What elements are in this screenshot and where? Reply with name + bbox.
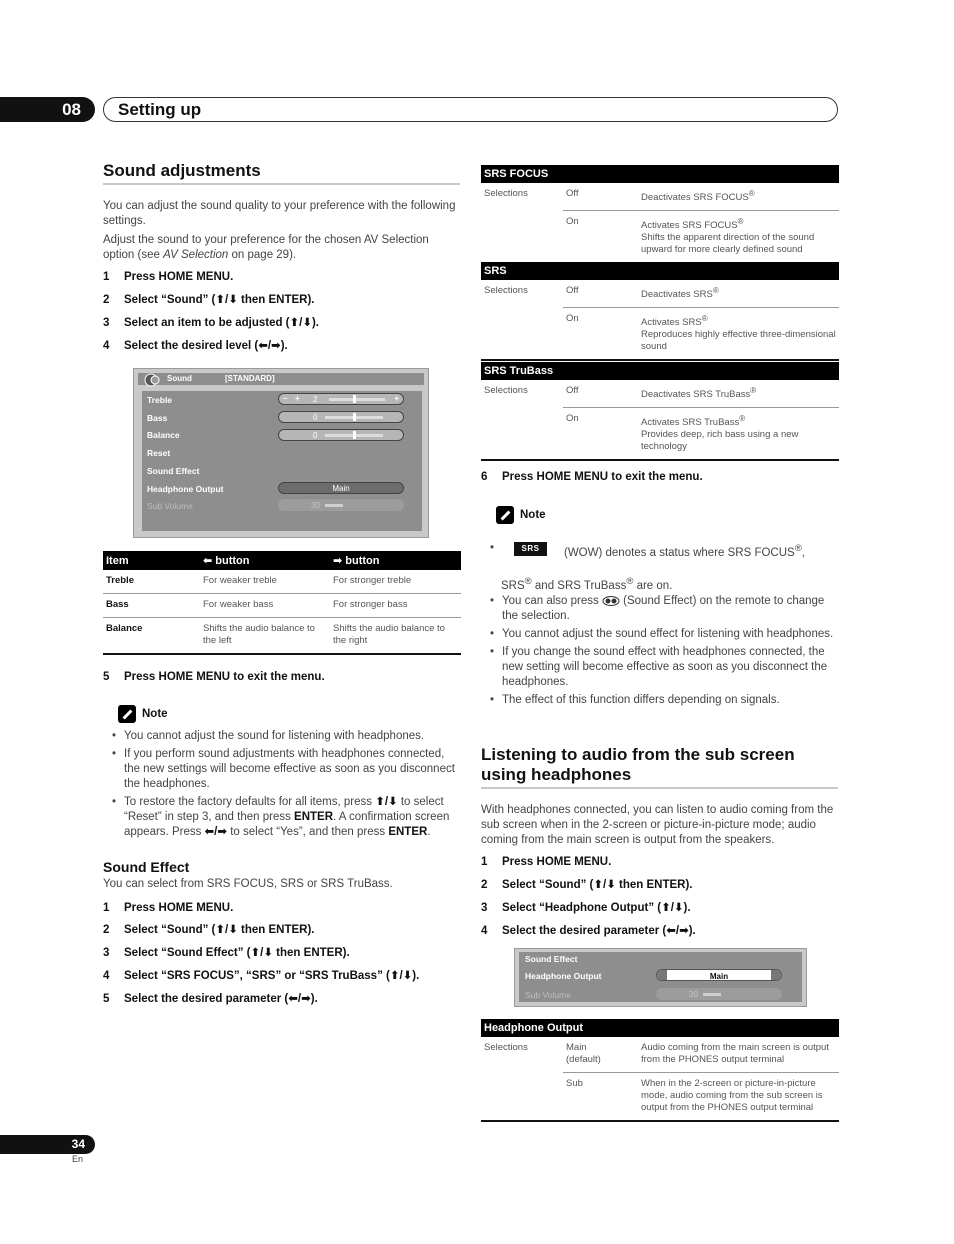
table-row: Selections Off Deactivates SRS FOCUS® bbox=[481, 183, 839, 211]
table-row: Bass For weaker bass For stronger bass bbox=[103, 594, 461, 618]
sound-icon bbox=[144, 372, 164, 388]
hp-step-2: 2 Select “Sound” (⬆/⬇ then ENTER). bbox=[481, 879, 693, 891]
note-item: • You can also press (Sound Effect) on the remote to change the selection. bbox=[488, 594, 840, 624]
menu-item-treble[interactable]: Treble bbox=[147, 395, 173, 405]
headphone-output-value[interactable]: Main bbox=[278, 482, 404, 494]
note-icon bbox=[496, 506, 514, 524]
note-item: • You cannot adjust the sound effect for listening with headphones. bbox=[488, 627, 840, 642]
section-title-headphones: Listening to audio from the sub screen using headphones bbox=[481, 745, 795, 784]
se-step-4: 4 Select “SRS FOCUS”, “SRS” or “SRS TruBass” (⬆/⬇). bbox=[103, 970, 420, 982]
note-list bbox=[110, 729, 462, 843]
menu-item-bass[interactable]: Bass bbox=[147, 413, 168, 423]
srs-focus-table bbox=[481, 165, 839, 264]
table-header-item: Item bbox=[103, 551, 200, 570]
sound-menu-screen bbox=[133, 368, 429, 538]
chapter-number-tab: 08 bbox=[0, 97, 95, 122]
headphone-menu-screen bbox=[514, 948, 807, 1007]
note-item: • To restore the factory defaults for all items, press ⬆/⬇ to select “Reset” in step 3, and then press ENTER. A confirmation screen appears. Press ⬅/➡ to select “Yes”, and then press ENTER. bbox=[110, 795, 462, 840]
section-title-sound-adjustments: Sound adjustments bbox=[103, 161, 261, 180]
step-5: 5 Press HOME MENU to exit the menu. bbox=[103, 671, 325, 683]
treble-knob bbox=[353, 395, 356, 403]
menu-item-balance[interactable]: Balance bbox=[147, 430, 180, 440]
se-step-1: 1 Press HOME MENU. bbox=[103, 902, 234, 914]
table-header-left-button: ⬅ button bbox=[200, 551, 330, 570]
sound-effect-intro: You can select from SRS FOCUS, SRS or SRS TruBass. bbox=[103, 878, 393, 890]
section-rule bbox=[481, 787, 838, 789]
headphone-output-table bbox=[481, 1019, 839, 1122]
arrow-right-icon[interactable] bbox=[771, 970, 781, 980]
sound-effect-button-icon bbox=[602, 596, 620, 606]
note-item: • If you change the sound effect with headphones connected, the new setting will become effective as soon as you disconnect the headphones. bbox=[488, 645, 840, 690]
note-item: • If you perform sound adjustments with headphones connected, the new settings will become effective as soon as you disconnect the headphones. bbox=[110, 747, 462, 792]
srs-title: SRS bbox=[481, 262, 839, 280]
table-row: On Activates SRS TruBass® Provides deep, rich bass using a new technology bbox=[481, 408, 839, 461]
sub-volume-slider: 30 bbox=[656, 988, 782, 1000]
language-code: En bbox=[72, 1154, 84, 1164]
menu-item-sub-volume: Sub Volume bbox=[525, 990, 571, 1000]
srs-wow-logo-icon: SRS bbox=[514, 542, 547, 556]
intro-paragraph: You can adjust the sound quality to your preference with the following settings. bbox=[103, 200, 456, 227]
srs-trubass-table bbox=[481, 362, 839, 461]
step-1: 1 Press HOME MENU. bbox=[103, 271, 234, 283]
menu-item-sound-effect[interactable]: Sound Effect bbox=[147, 466, 200, 476]
menu-item-sound-effect[interactable]: Sound Effect bbox=[525, 954, 578, 964]
table-row: Selections Off Deactivates SRS TruBass® bbox=[481, 380, 839, 408]
table-row: Selections Off Deactivates SRS® bbox=[481, 280, 839, 308]
hp-step-4: 4 Select the desired parameter (⬅/➡). bbox=[481, 925, 696, 937]
table-row: Balance Shifts the audio balance to the left Shifts the audio balance to the right bbox=[103, 618, 461, 655]
section-rule bbox=[103, 183, 460, 185]
step-4: 4 Select the desired level (⬅/➡). bbox=[103, 340, 288, 352]
note-item: • The effect of this function differs depending on signals. bbox=[488, 693, 840, 708]
note-list-right bbox=[488, 594, 840, 711]
table-row: Treble For weaker treble For stronger treble bbox=[103, 570, 461, 594]
page-number: 34 bbox=[0, 1135, 95, 1154]
se-step-5: 5 Select the desired parameter (⬅/➡). bbox=[103, 993, 318, 1005]
hp-step-1: 1 Press HOME MENU. bbox=[481, 856, 612, 868]
table-row: Selections Main (default) Audio coming from the main screen is output from the PHONES output terminal bbox=[481, 1037, 839, 1073]
intro-paragraph-2: Adjust the sound to your preference for the chosen AV Selection option (see AV Selection on page 29). bbox=[103, 234, 429, 261]
srs-table bbox=[481, 262, 839, 361]
treble-slider[interactable]: – + 2 + bbox=[278, 393, 404, 405]
subsection-title-sound-effect: Sound Effect bbox=[103, 859, 190, 875]
srs-focus-title: SRS FOCUS bbox=[481, 165, 839, 183]
bass-knob bbox=[353, 413, 356, 421]
chapter-title: Setting up bbox=[118, 100, 202, 119]
sound-menu-header: Sound [STANDARD] bbox=[138, 373, 424, 385]
menu-item-headphone-output[interactable]: Headphone Output bbox=[525, 971, 602, 981]
sub-volume-slider: 30 bbox=[278, 499, 404, 511]
menu-item-sub-volume: Sub Volume bbox=[147, 501, 193, 511]
srs-trubass-title: SRS TruBass bbox=[481, 362, 839, 380]
note-heading: Note bbox=[118, 705, 168, 723]
se-step-2: 2 Select “Sound” (⬆/⬇ then ENTER). bbox=[103, 924, 315, 936]
note-item: • You cannot adjust the sound for listening with headphones. bbox=[110, 729, 462, 744]
menu-item-headphone-output[interactable]: Headphone Output bbox=[147, 484, 224, 494]
headphone-output-title: Headphone Output bbox=[481, 1019, 839, 1037]
bass-slider[interactable]: 0 bbox=[278, 411, 404, 423]
menu-item-reset[interactable]: Reset bbox=[147, 448, 171, 458]
note-heading-right: Note bbox=[496, 506, 546, 524]
table-row: On Activates SRS FOCUS® Shifts the apparent direction of the sound upward for more clearly defined sound bbox=[481, 211, 839, 264]
table-row: On Activates SRS® Reproduces highly effective three-dimensional sound bbox=[481, 308, 839, 361]
step-6: 6 Press HOME MENU to exit the menu. bbox=[481, 471, 703, 483]
hp-step-3: 3 Select “Headphone Output” (⬆/⬇). bbox=[481, 902, 691, 914]
balance-knob bbox=[353, 431, 356, 439]
headphone-output-selector[interactable]: Main bbox=[656, 969, 782, 981]
table-header-right-button: ➡ button bbox=[330, 551, 461, 570]
chapter-title-bar bbox=[103, 97, 838, 122]
table-row: Sub When in the 2-screen or picture-in-picture mode, audio coming from the sub screen is output from the PHONES output terminal bbox=[481, 1073, 839, 1122]
headphones-intro: With headphones connected, you can listen to audio coming from the sub screen when in the 2-screen or picture-in-picture mode; audio coming from the main screen is output from the speakers. bbox=[481, 804, 834, 846]
step-3: 3 Select an item to be adjusted (⬆/⬇). bbox=[103, 317, 320, 329]
step-2: 2 Select “Sound” (⬆/⬇ then ENTER). bbox=[103, 294, 315, 306]
balance-slider[interactable]: 0 bbox=[278, 429, 404, 441]
se-step-3: 3 Select “Sound Effect” (⬆/⬇ then ENTER). bbox=[103, 947, 350, 959]
sound-items-table bbox=[103, 551, 461, 655]
note-icon bbox=[118, 705, 136, 723]
